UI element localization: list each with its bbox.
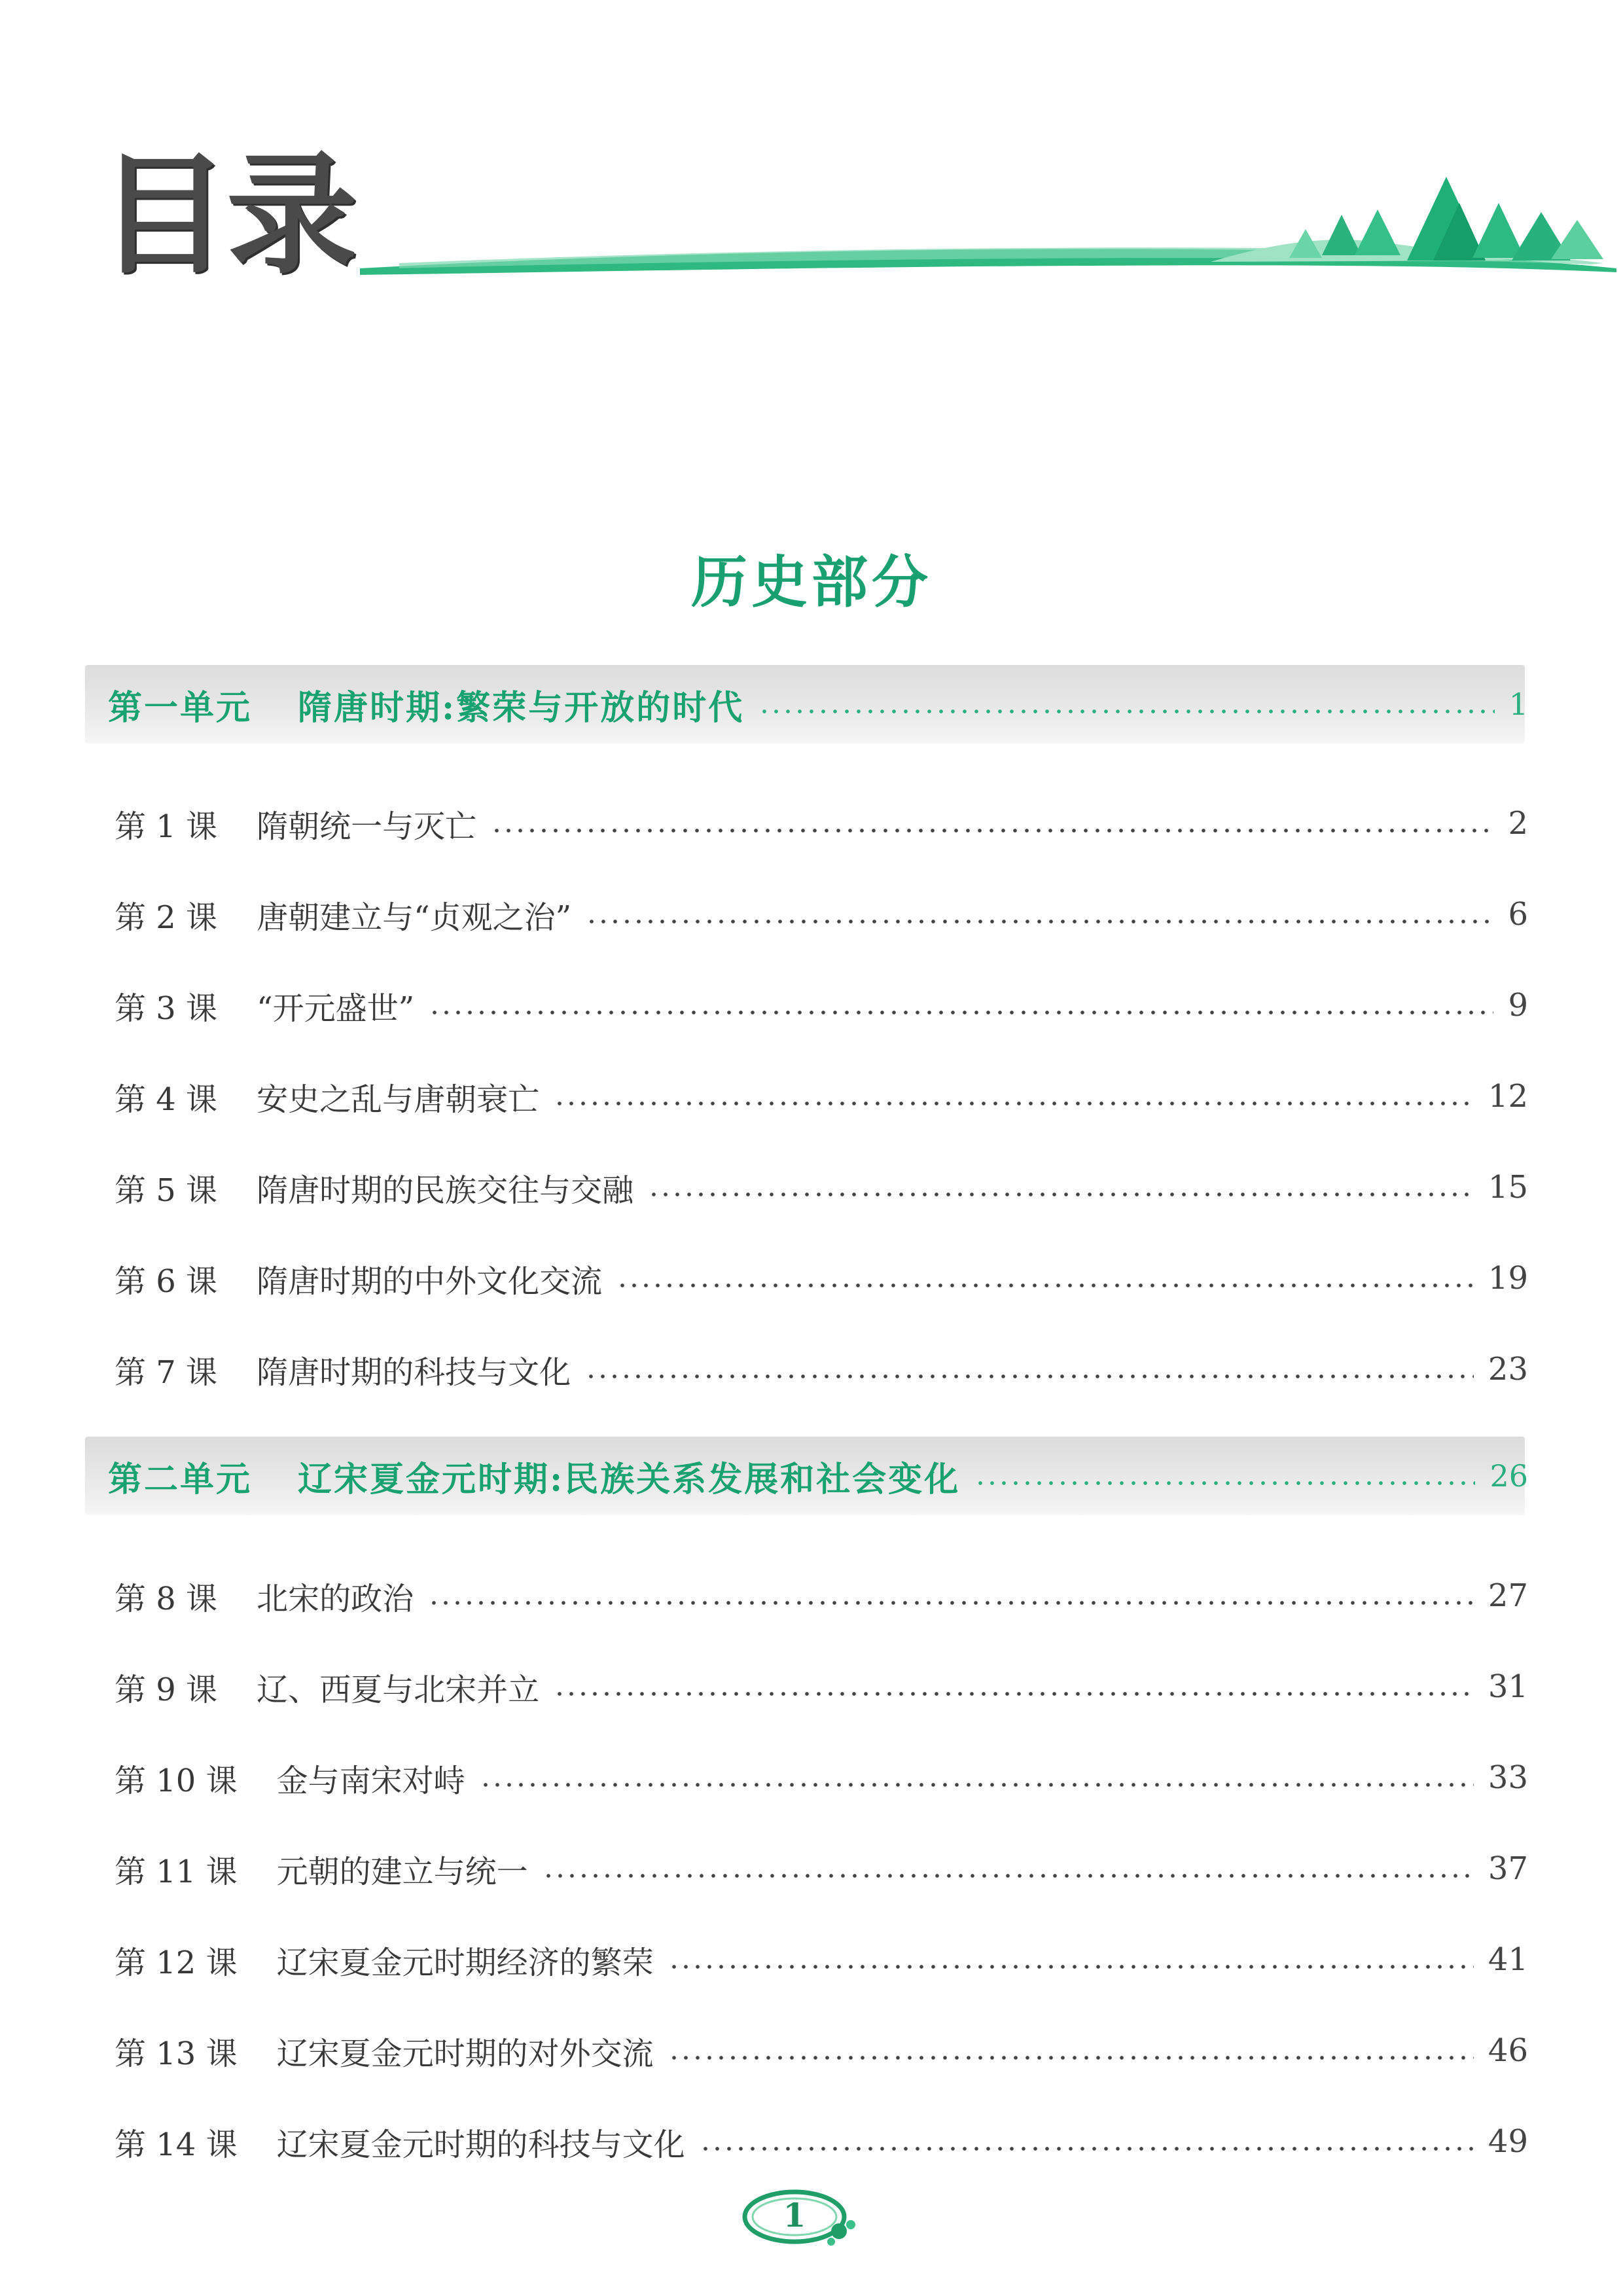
toc-row[interactable] <box>115 1070 1528 1122</box>
lesson-title: 安史之乱与唐朝衰亡 <box>257 1081 540 1118</box>
lesson-page: 19 <box>1488 1260 1528 1297</box>
lesson-number: 第 6 课 <box>115 1263 218 1300</box>
lesson-number: 第 8 课 <box>115 1580 218 1617</box>
lesson-title: 北宋的政治 <box>257 1580 414 1617</box>
lesson-page: 2 <box>1508 805 1528 842</box>
dot-leader <box>543 1874 1474 1878</box>
lesson-title: 辽宋夏金元时期的科技与文化 <box>276 2126 685 2163</box>
lesson-number: 第 9 课 <box>115 1671 218 1708</box>
section-title: 历史部分 <box>691 549 932 615</box>
dot-leader <box>491 829 1493 833</box>
dot-leader <box>428 1601 1474 1605</box>
contents-header <box>98 139 1525 295</box>
lesson-number: 第 14 课 <box>115 2126 238 2163</box>
toc-row[interactable] <box>115 797 1528 850</box>
toc-row[interactable] <box>115 2115 1528 2168</box>
page-number: 1 <box>783 2196 806 2234</box>
dot-leader <box>429 1011 1493 1014</box>
lesson-page: 49 <box>1488 2123 1528 2160</box>
hills-trees-decoration <box>360 177 1623 281</box>
unit-page: 26 <box>1489 1458 1528 1494</box>
dot-leader <box>758 709 1495 713</box>
lesson-page: 41 <box>1488 1941 1528 1978</box>
dot-leader <box>648 1193 1474 1196</box>
lesson-title: 辽宋夏金元时期的对外交流 <box>276 2035 654 2072</box>
lesson-number: 第 13 课 <box>115 2035 238 2072</box>
lesson-title: 唐朝建立与“贞观之治” <box>257 899 572 936</box>
lesson-number: 第 7 课 <box>115 1354 218 1391</box>
lesson-page: 9 <box>1508 987 1528 1024</box>
lesson-page: 12 <box>1488 1078 1528 1115</box>
lesson-title: 隋唐时期的中外文化交流 <box>257 1263 603 1300</box>
lesson-title: 隋唐时期的科技与文化 <box>257 1354 571 1391</box>
lesson-page: 27 <box>1488 1577 1528 1614</box>
unit-number: 第二单元 <box>108 1459 253 1499</box>
dot-leader <box>554 1692 1474 1696</box>
toc-row[interactable] <box>115 1751 1528 1804</box>
page-number-badge <box>740 2183 870 2255</box>
lesson-title: 金与南宋对峙 <box>276 1762 465 1799</box>
dot-leader <box>668 2056 1474 2060</box>
unit-number: 第一单元 <box>108 687 253 728</box>
page-title: 目录 <box>98 139 355 292</box>
lesson-page: 31 <box>1488 1668 1528 1705</box>
toc-row[interactable] <box>115 1933 1528 1986</box>
lesson-title: 隋朝统一与灭亡 <box>257 808 477 845</box>
lesson-title: 辽、西夏与北宋并立 <box>257 1671 540 1708</box>
toc-row[interactable] <box>115 1842 1528 1895</box>
dot-leader <box>616 1283 1474 1287</box>
unit-title: 隋唐时期:繁荣与开放的时代 <box>298 687 745 728</box>
dot-leader <box>700 2147 1474 2151</box>
lesson-page: 23 <box>1488 1351 1528 1388</box>
unit-title: 辽宋夏金元时期:民族关系发展和社会变化 <box>298 1459 961 1499</box>
dot-leader <box>585 1374 1474 1378</box>
lesson-number: 第 10 课 <box>115 1762 238 1799</box>
toc-row[interactable] <box>115 1660 1528 1713</box>
lesson-page: 37 <box>1488 1850 1528 1887</box>
dot-leader <box>480 1783 1474 1787</box>
lesson-title: “开元盛世” <box>257 990 415 1027</box>
toc-row[interactable] <box>115 1252 1528 1304</box>
unit-1-heading[interactable] <box>108 665 1528 744</box>
unit-page: 1 <box>1508 687 1528 722</box>
lesson-page: 46 <box>1488 2032 1528 2069</box>
lesson-title: 元朝的建立与统一 <box>276 1853 528 1890</box>
lesson-number: 第 11 课 <box>115 1853 238 1890</box>
toc-row[interactable] <box>115 2024 1528 2077</box>
lesson-number: 第 2 课 <box>115 899 218 936</box>
lesson-number: 第 1 课 <box>115 808 218 845</box>
lesson-page: 33 <box>1488 1759 1528 1796</box>
lesson-number: 第 5 课 <box>115 1172 218 1209</box>
toc-row[interactable] <box>115 979 1528 1031</box>
dot-leader <box>974 1481 1475 1485</box>
toc-row[interactable] <box>115 1161 1528 1213</box>
lesson-page: 6 <box>1508 896 1528 933</box>
toc-row[interactable] <box>115 1570 1528 1622</box>
dot-leader <box>668 1965 1474 1969</box>
lesson-number: 第 12 课 <box>115 1944 238 1981</box>
lesson-number: 第 4 课 <box>115 1081 218 1118</box>
lesson-title: 隋唐时期的民族交往与交融 <box>257 1172 634 1209</box>
toc-row[interactable] <box>115 1343 1528 1395</box>
toc-row[interactable] <box>115 888 1528 941</box>
dot-leader <box>586 920 1493 924</box>
lesson-page: 15 <box>1488 1169 1528 1206</box>
lesson-number: 第 3 课 <box>115 990 218 1027</box>
unit-2-heading[interactable] <box>108 1437 1528 1515</box>
lesson-title: 辽宋夏金元时期经济的繁荣 <box>276 1944 654 1981</box>
dot-leader <box>554 1102 1474 1105</box>
